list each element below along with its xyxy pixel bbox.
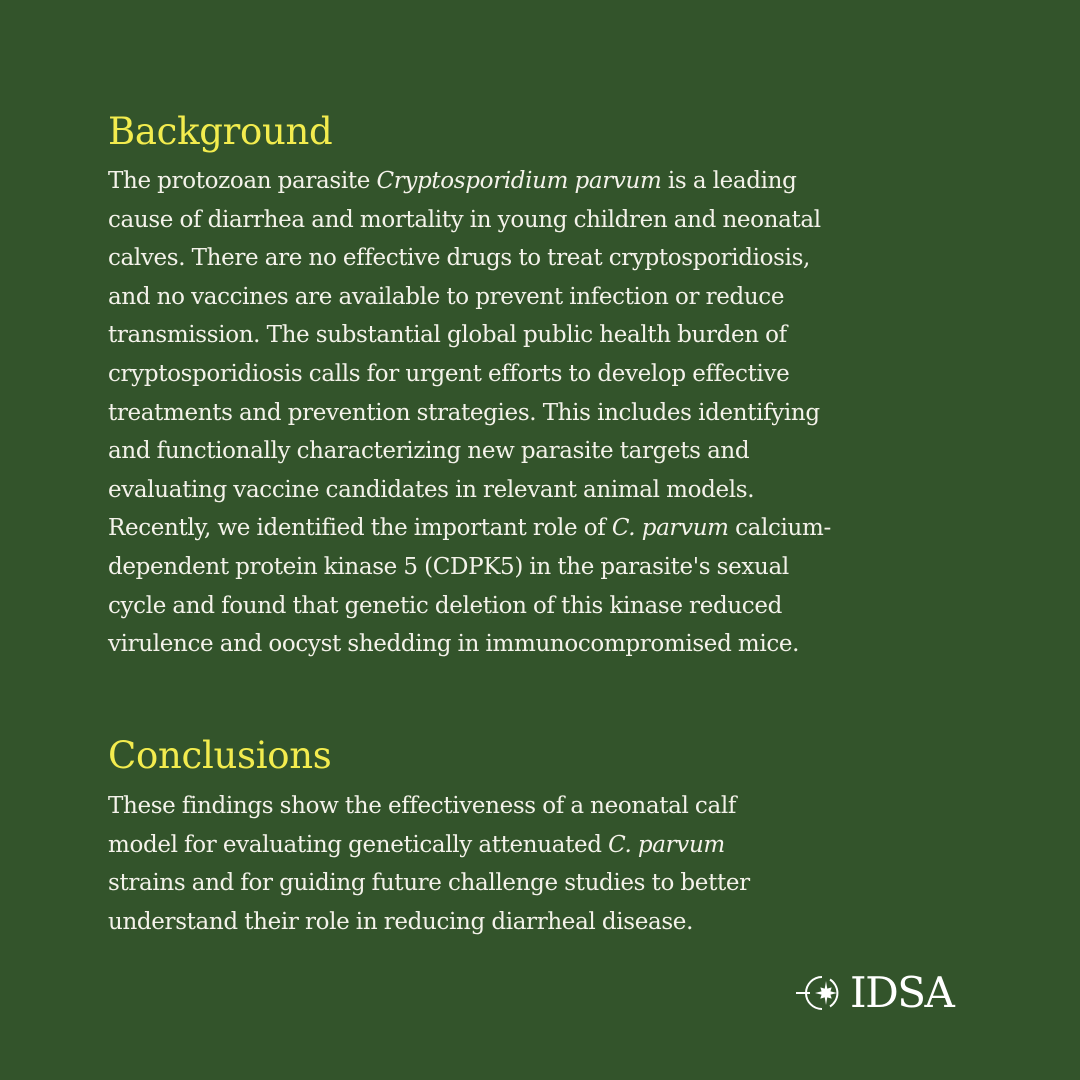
idsa-logo-text: IDSA [850,968,954,1017]
text-line: Recently, we identified the important role of C. parvum calcium- [108,515,831,542]
italic-species-name: C. parvum [608,831,725,858]
text-line: cryptosporidiosis calls for urgent efforts to develop effective [108,360,790,387]
idsa-logo [796,968,953,1018]
text-line: cycle and found that genetic deletion of this kinase reduced [108,592,782,619]
text-line: and functionally characterizing new parasite targets and [108,438,750,465]
text-line: model for evaluating genetically attenuated C. parvum [108,831,725,858]
text-line: evaluating vaccine candidates in relevant animal models. [108,476,755,503]
text-line: understand their role in reducing diarrheal disease. [108,908,694,935]
text-line: cause of diarrhea and mortality in young children and neonatal [108,206,821,233]
background-paragraph [108,162,988,664]
text-line: transmission. The substantial global public health burden of [108,322,787,349]
idsa-star-icon [796,973,848,1013]
background-heading: Background [108,110,333,153]
italic-species-name: Cryptosporidium parvum [376,168,662,194]
italic-species-name: C. parvum [611,515,729,542]
text-line: and no vaccines are available to prevent infection or reduce [108,283,785,310]
text-line: virulence and oocyst shedding in immunocompromised mice. [108,631,800,658]
text-line: calves. There are no effective drugs to treat cryptosporidiosis, [108,245,810,272]
text-line: treatments and prevention strategies. This includes identifying [108,399,820,426]
text-line: The protozoan parasite Cryptosporidium parvum is a leading [108,168,797,194]
conclusions-heading: Conclusions [108,734,332,777]
text-line: dependent protein kinase 5 (CDPK5) in the parasite's sexual [108,553,789,580]
text-line: strains and for guiding future challenge studies to better [108,870,750,897]
text-line: These findings show the effectiveness of a neonatal calf [108,793,736,819]
conclusions-paragraph [108,787,988,941]
